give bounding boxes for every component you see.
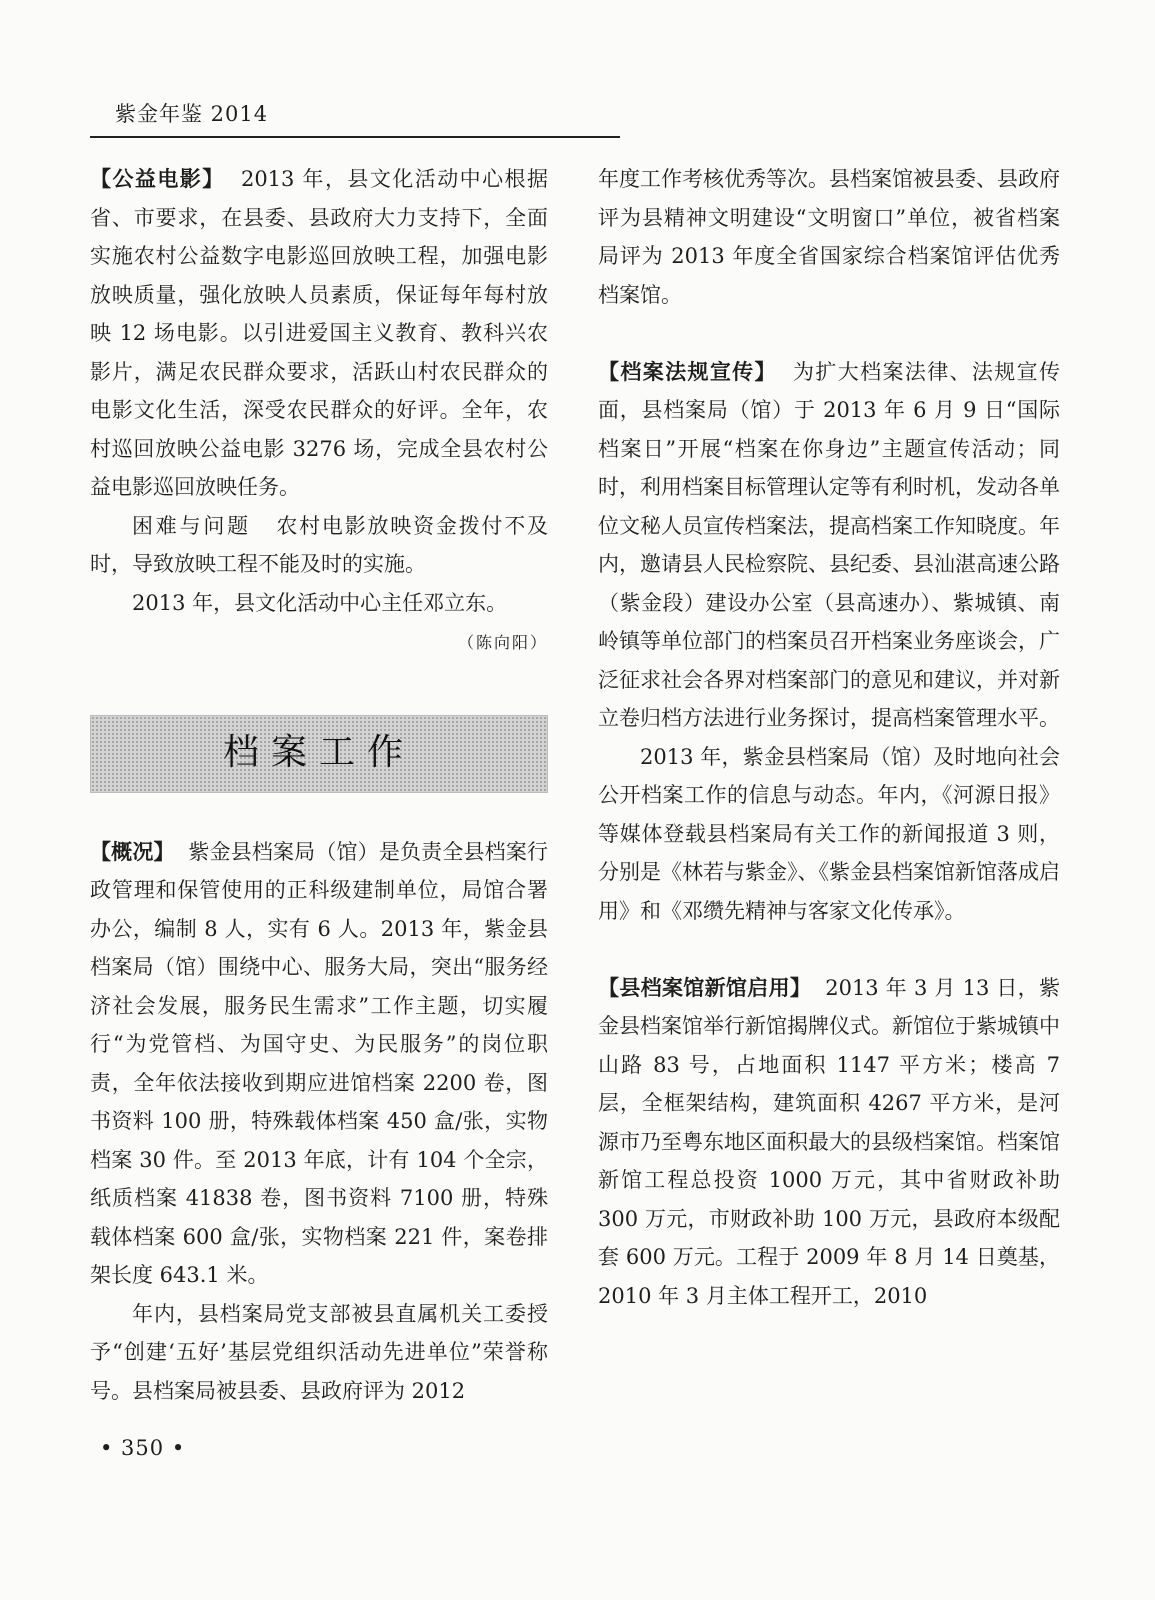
film-body: 2013 年，县文化活动中心根据省、市要求，在县委、县政府大力支持下，全面实施农村公益数字电影巡回放映工程，加强电影放映质量，强化放映人员素质，保证每年每村放映 12 场电影。以引进爱国主义教育、教科兴农影片，满足农民群众要求，活跃山村农民群众的电影文化生活，深受农民群众的好评。全年，农村巡回放映公益电影 3276 场，完成全县农村公益电影巡回放映任务。 xyxy=(90,167,549,499)
honors-paragraph-left: 年内，县档案局党支部被县直属机关工委授予“创建‘五好’基层党组织活动先进单位”荣誉称号。县档案局被县委、县政府评为 2012 xyxy=(90,1301,548,1403)
running-title: 紫金年鉴 2014 xyxy=(115,102,269,126)
law-body: 为扩大档案法律、法规宣传面，县档案局（馆）于 2013 年 6 月 9 日“国际档案日”开展“档案在你身边”主题宣传活动；同时，利用档案目标管理认定等有利时机，发动各单位文秘人员宣传档案法，提高档案工作知晓度。年内，邀请县人民检察院、县纪委、县汕湛高速公路（紫金段）建设办公室（县高速办）、紫城镇、南岭镇等单位部门的档案员召开档案业务座谈会，广泛征求社会各界对档案部门的意见和建议，并对新立卷归档方法进行业务探讨，提高档案管理水平。 xyxy=(598,359,1061,730)
difficulty-body: 农村电影放映资金拨付不及时，导致放映工程不能及时的实施。 xyxy=(90,513,549,576)
header-rule xyxy=(90,136,620,138)
difficulty-paragraph xyxy=(90,507,548,584)
left-column xyxy=(90,160,548,1410)
honors-paragraph-right: 年度工作考核优秀等次。县档案馆被县委、县政府评为县精神文明建设“文明窗口”单位，被省档案局评为 2013 年度全省国家综合档案馆评估优秀档案馆。 xyxy=(598,167,1060,307)
right-column xyxy=(598,160,1060,1315)
section-banner xyxy=(90,715,548,793)
page-number: • 350 • xyxy=(100,1436,186,1460)
new-hall-body: 2013 年 3 月 13 日，紫金县档案馆举行新馆揭牌仪式。新馆位于紫城镇中山路 83 号，占地面积 1147 平方米；楼高 7 层，全框架结构，建筑面积 4267 平方米，是河源市乃至粤东地区面积最大的县级档案馆。档案馆新馆工程总投资 1000 万元，其中省财政补助 300 万元，市财政补助 100 万元，县政府本级配套 600 万元。工程于 2009 年 8 月 14 日奠基，2010 年 3 月主体工程开工，2010 xyxy=(598,975,1061,1308)
difficulty-title: 困难与问题 xyxy=(132,513,251,538)
film-paragraph xyxy=(90,160,548,507)
section-title: 档案工作 xyxy=(222,732,415,774)
overview-body: 紫金县档案局（馆）是负责全县档案行政管理和保管使用的正科级建制单位，局馆合署办公，编制 8 人，实有 6 人。2013 年，紫金县档案局（馆）围绕中心、服务大局，突出“服务经济社会发展，服务民生需求”工作主题，切实履行“为党管档、为国守史、为民服务”的岗位职责，全年依法接收到期应进馆档案 2200 卷，图书资料 100 册，特殊载体档案 450 盒/张，实物档案 30 件。至 2013 年底，计有 104 个全宗，纸质档案 41838 卷，图书资料 7100 册，特殊载体档案 600 盒/张，实物档案 221 件，案卷排架长度 643.1 米。 xyxy=(90,839,549,1287)
overview-paragraph xyxy=(90,833,548,1295)
film-heading: 【公益电影】 xyxy=(90,167,225,191)
new-hall-paragraph xyxy=(598,969,1060,1316)
law-paragraph xyxy=(598,353,1060,738)
director-paragraph: 2013 年，县文化活动中心主任邓立东。 xyxy=(132,590,508,615)
overview-heading: 【概况】 xyxy=(90,839,175,864)
new-hall-heading: 【县档案馆新馆启用】 xyxy=(598,975,812,1000)
media-paragraph: 2013 年，紫金县档案局（馆）及时地向社会公开档案工作的信息与动态。年内，《河源日报》等媒体登载县档案局有关工作的新闻报道 3 则，分别是《林若与紫金》、《紫金县档案馆新馆落成启用》和《邓缵先精神与客家文化传承》。 xyxy=(598,744,1060,923)
film-author: （陈向阳） xyxy=(457,633,548,652)
law-heading: 【档案法规宣传】 xyxy=(598,359,777,384)
